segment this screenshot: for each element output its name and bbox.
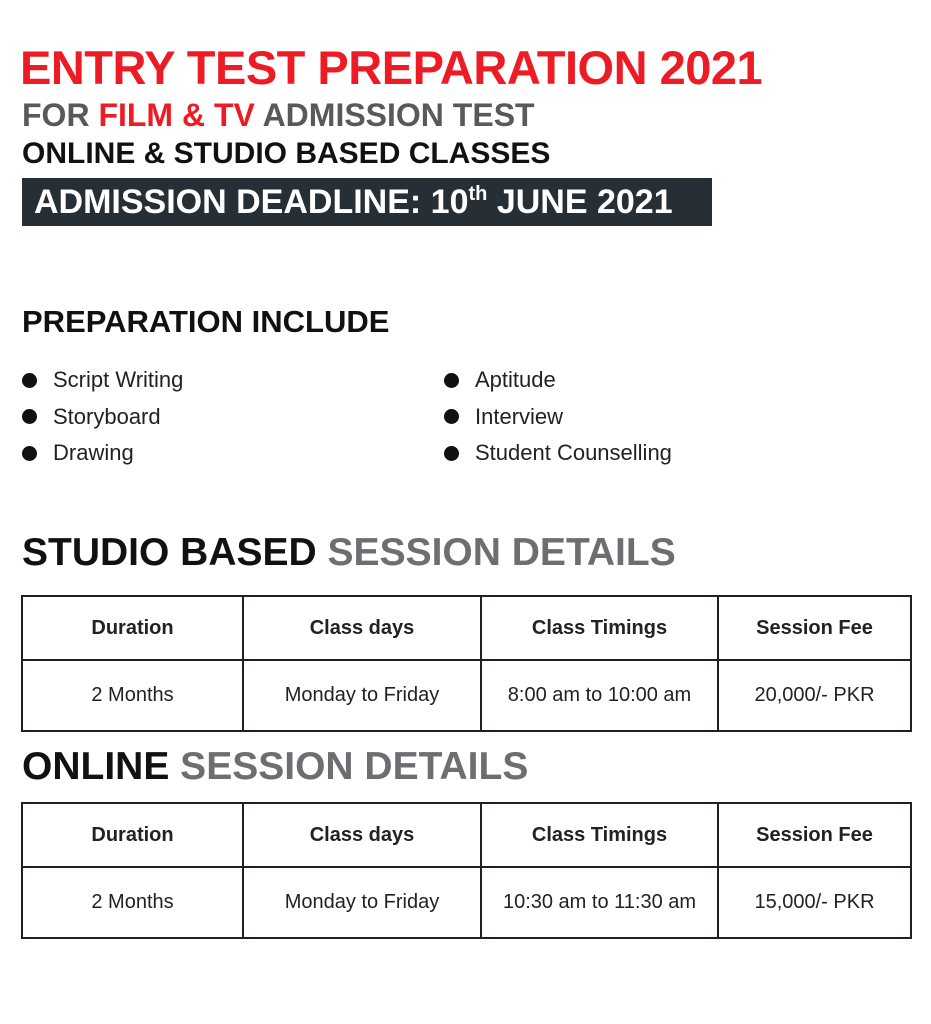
list-item [444,435,672,472]
deadline-prefix: ADMISSION DEADLINE: 10 [34,183,469,221]
studio-heading-dark: STUDIO BASED [22,531,317,574]
list-item [22,435,183,472]
header-class-days: Class days [243,596,481,660]
bullet-icon [22,409,37,424]
subtitle [22,99,535,131]
online-session-table [21,802,912,939]
cell-class-timings: 8:00 am to 10:00 am [481,660,718,731]
preparation-list-right [444,362,672,472]
cell-session-fee: 15,000/- PKR [718,867,911,938]
preparation-list-left [22,362,183,472]
table-row [22,867,911,938]
header-class-days: Class days [243,803,481,867]
header-duration: Duration [22,596,243,660]
list-item [22,362,183,399]
header-duration: Duration [22,803,243,867]
subtitle-prefix: FOR [22,97,99,133]
list-item-label: Drawing [53,440,134,466]
header-session-fee: Session Fee [718,596,911,660]
list-item-label: Aptitude [475,367,556,393]
list-item [22,399,183,436]
bullet-icon [22,373,37,388]
list-item [444,362,672,399]
page-title: ENTRY TEST PREPARATION 2021 [20,41,763,94]
deadline-superscript: th [468,183,488,205]
list-item-label: Interview [475,403,564,429]
deadline-suffix: JUNE 2021 [487,183,673,221]
header-class-timings: Class Timings [481,596,718,660]
subtitle-highlight: FILM & TV [98,97,255,133]
cell-class-timings: 10:30 am to 11:30 am [481,867,718,938]
online-section-heading [22,747,528,786]
classes-line: ONLINE & STUDIO BASED CLASSES [22,137,551,170]
cell-session-fee: 20,000/- PKR [718,660,911,731]
header-session-fee: Session Fee [718,803,911,867]
cell-duration: 2 Months [22,867,243,938]
cell-class-days: Monday to Friday [243,660,481,731]
table-header-row [22,596,911,660]
bullet-icon [444,373,459,388]
cell-duration: 2 Months [22,660,243,731]
table-header-row [22,803,911,867]
bullet-icon [444,446,459,461]
bullet-icon [444,409,459,424]
list-item-label: Storyboard [53,403,161,429]
deadline-banner [22,178,712,226]
subtitle-suffix: ADMISSION TEST [254,97,535,133]
online-heading-gray: SESSION DETAILS [169,745,529,788]
preparation-heading: PREPARATION INCLUDE [22,304,390,339]
studio-heading-gray: SESSION DETAILS [316,531,676,574]
header-class-timings: Class Timings [481,803,718,867]
table-row [22,660,911,731]
studio-section-heading [22,533,676,572]
bullet-icon [22,446,37,461]
list-item-label: Script Writing [53,367,184,393]
list-item [444,399,672,436]
studio-session-table [21,595,912,732]
list-item-label: Student Counselling [475,440,672,466]
online-heading-dark: ONLINE [22,745,170,788]
cell-class-days: Monday to Friday [243,867,481,938]
